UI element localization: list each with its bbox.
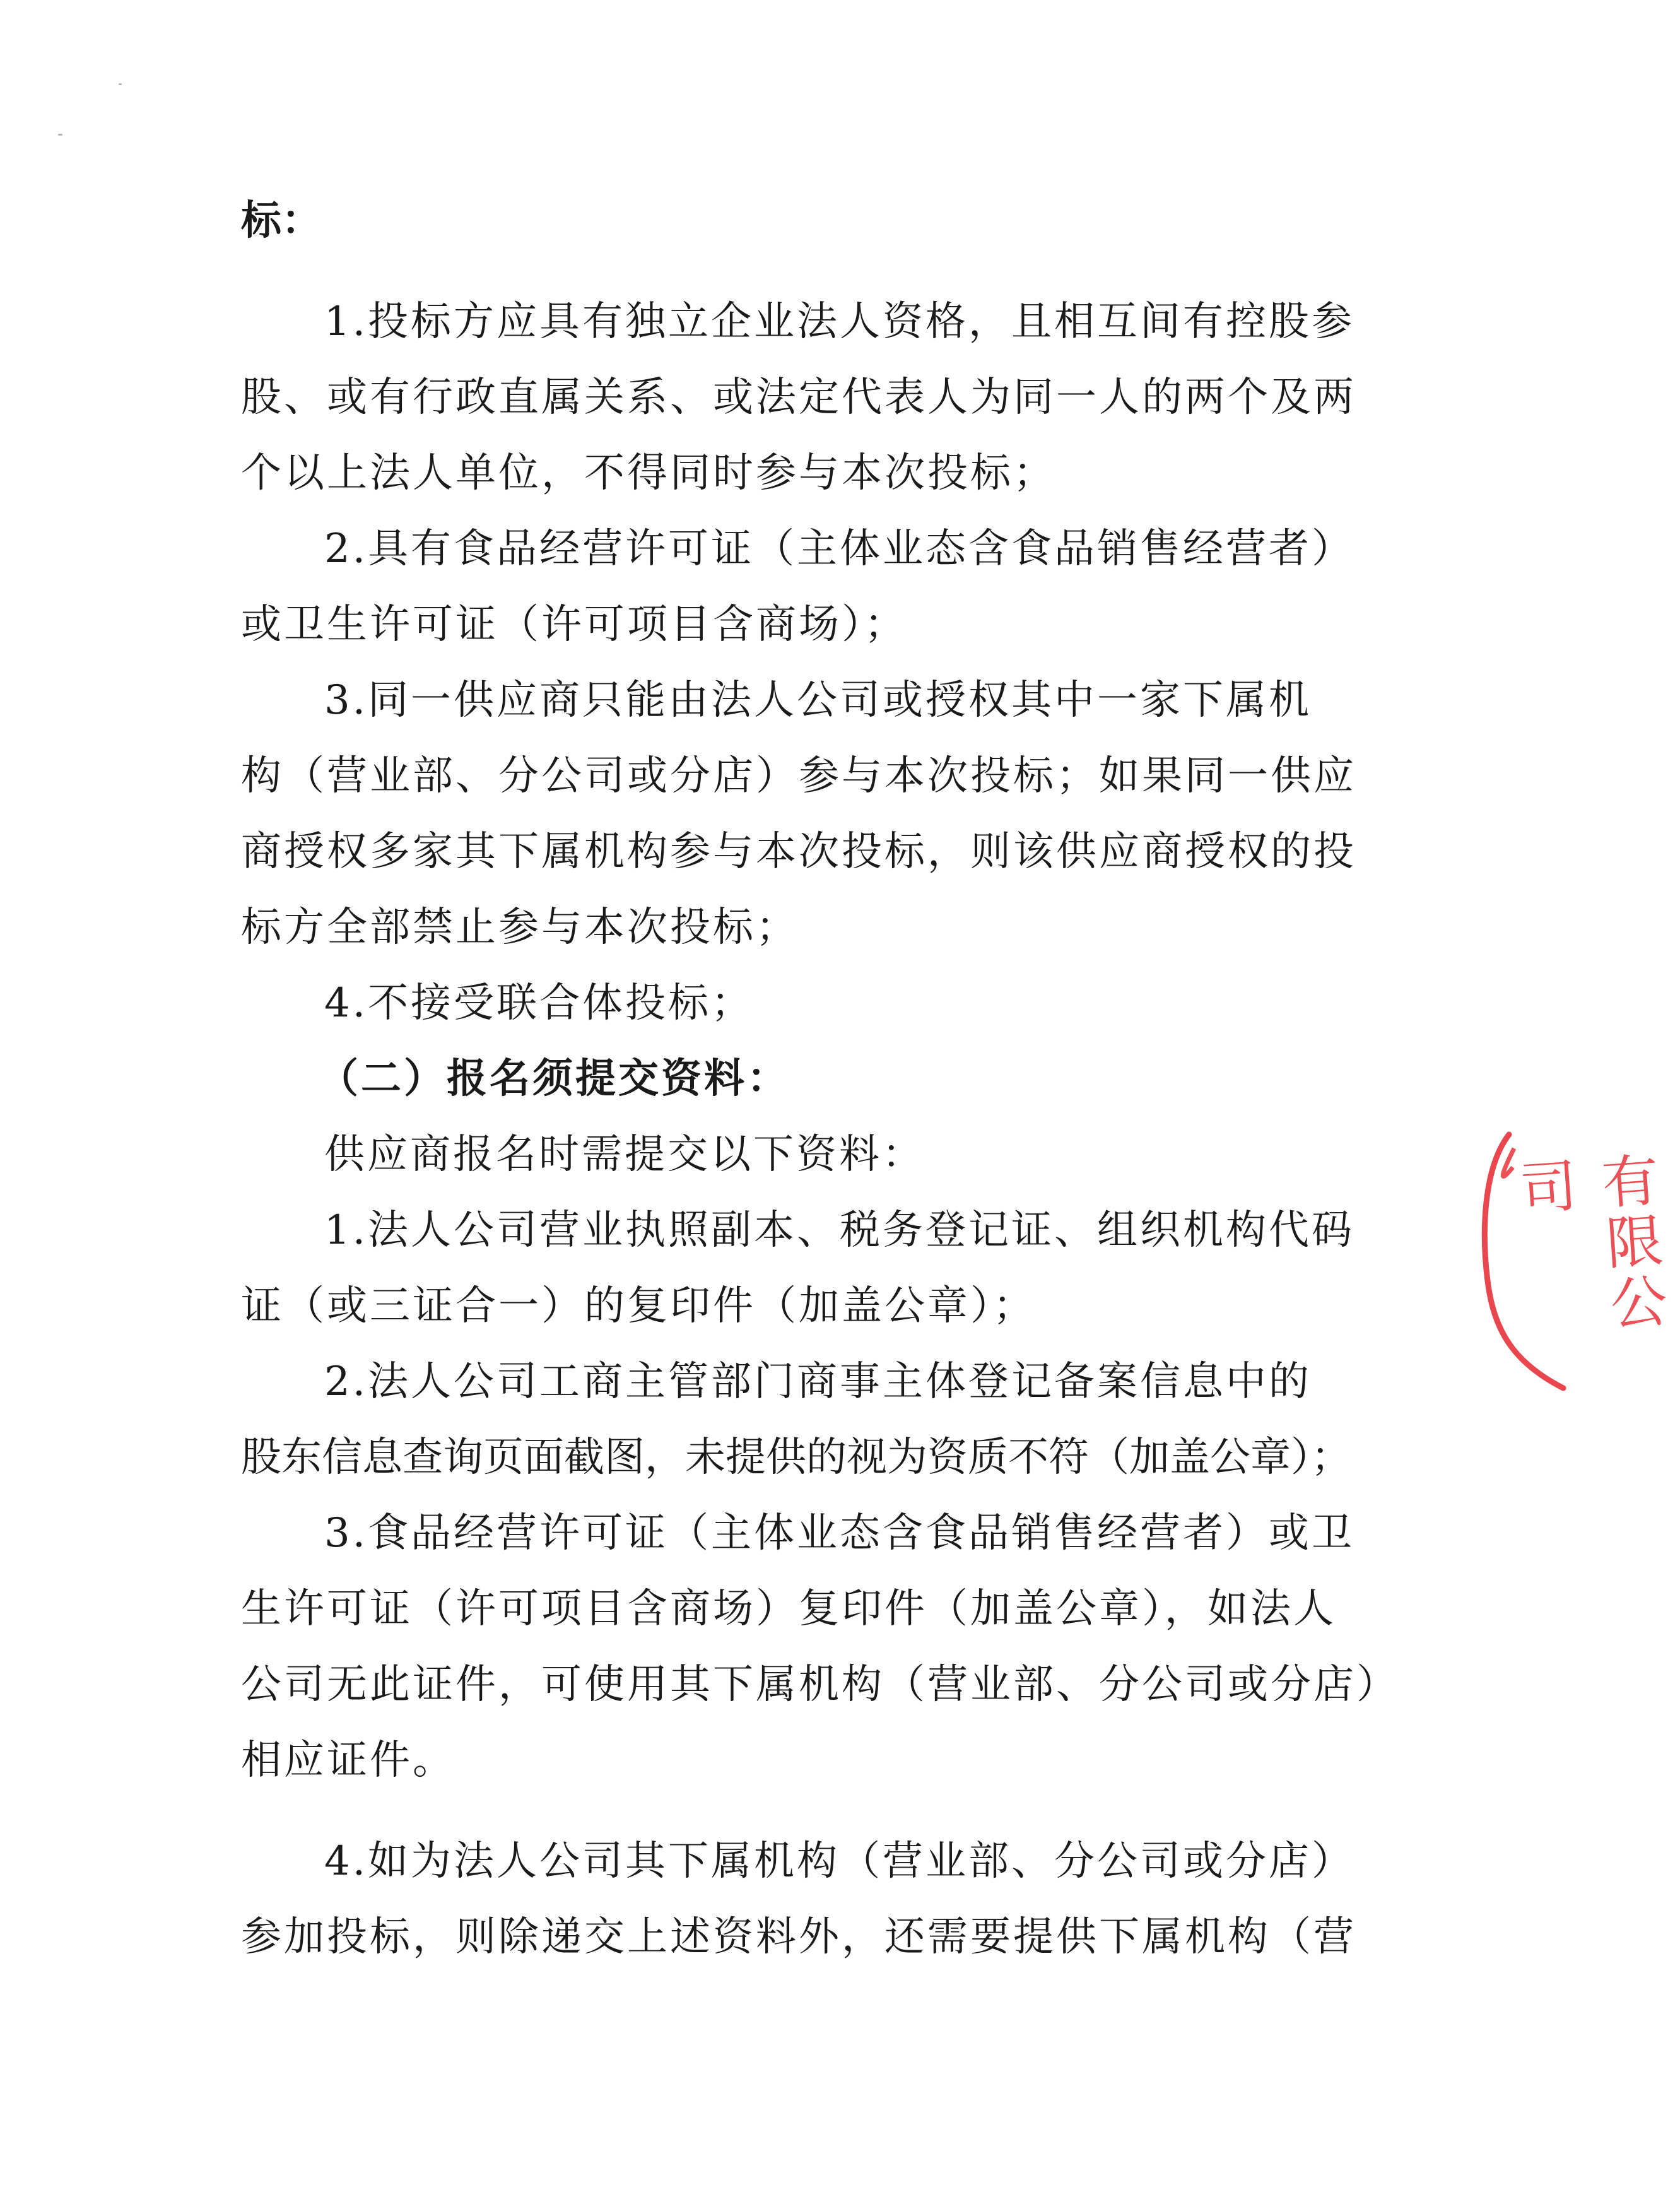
clause-line: 商授权多家其下属机构参与本次投标，则该供应商授权的投 xyxy=(241,828,1356,875)
clause-line: 股东信息查询页面截图，未提供的视为资质不符（加盖公章）； xyxy=(241,1434,1351,1481)
clause-line: 3.食品经营许可证（主体业态含食品销售经营者）或卫 xyxy=(324,1510,1355,1557)
clause-line: 2.具有食品经营许可证（主体业态含食品销售经营者） xyxy=(324,526,1355,572)
clause-line: 证（或三证合一）的复印件（加盖公章）； xyxy=(241,1283,1036,1329)
section-heading: （二）报名须提交资料： xyxy=(318,1055,790,1102)
clause-line: 参加投标，则除递交上述资料外，还需要提供下属机构（营 xyxy=(241,1914,1356,1960)
company-seal-fragment xyxy=(1476,1129,1669,1388)
clause-line: 2.法人公司工商主管部门商事主体登记备案信息中的 xyxy=(324,1358,1312,1405)
clause-line: 构（营业部、分公司或分店）参与本次投标；如果同一供应 xyxy=(241,753,1356,799)
clause-line: 相应证件。 xyxy=(241,1737,455,1784)
clause-line: 4.不接受联合体投标； xyxy=(324,980,755,1027)
clause-line: 供应商报名时需提交以下资料： xyxy=(324,1131,925,1178)
clause-line: 或卫生许可证（许可项目含商场）； xyxy=(241,601,907,648)
clause-line: 个以上法人单位，不得同时参与本次投标； xyxy=(241,450,1056,497)
clause-line: 股、或有行政直属关系、或法定代表人为同一人的两个及两 xyxy=(241,374,1356,421)
scan-speck xyxy=(119,83,122,85)
clause-line: 4.如为法人公司其下属机构（营业部、分公司或分店） xyxy=(324,1838,1355,1885)
clause-line: 3.同一供应商只能由法人公司或授权其中一家下属机 xyxy=(324,677,1312,724)
heading-fragment: 标： xyxy=(241,197,322,244)
clause-line: 1.法人公司营业执照副本、税务登记证、组织机构代码 xyxy=(324,1207,1355,1254)
clause-line: 生许可证（许可项目含商场）复印件（加盖公章），如法人 xyxy=(241,1586,1336,1632)
clause-line: 公司无此证件，可使用其下属机构（营业部、分公司或分店） xyxy=(241,1661,1399,1708)
clause-line: 标方全部禁止参与本次投标； xyxy=(241,904,799,951)
scan-speck xyxy=(58,134,62,136)
seal-text: 有限公司 xyxy=(1508,1150,1669,1336)
clause-line: 1.投标方应具有独立企业法人资格，且相互间有控股参 xyxy=(324,298,1355,345)
